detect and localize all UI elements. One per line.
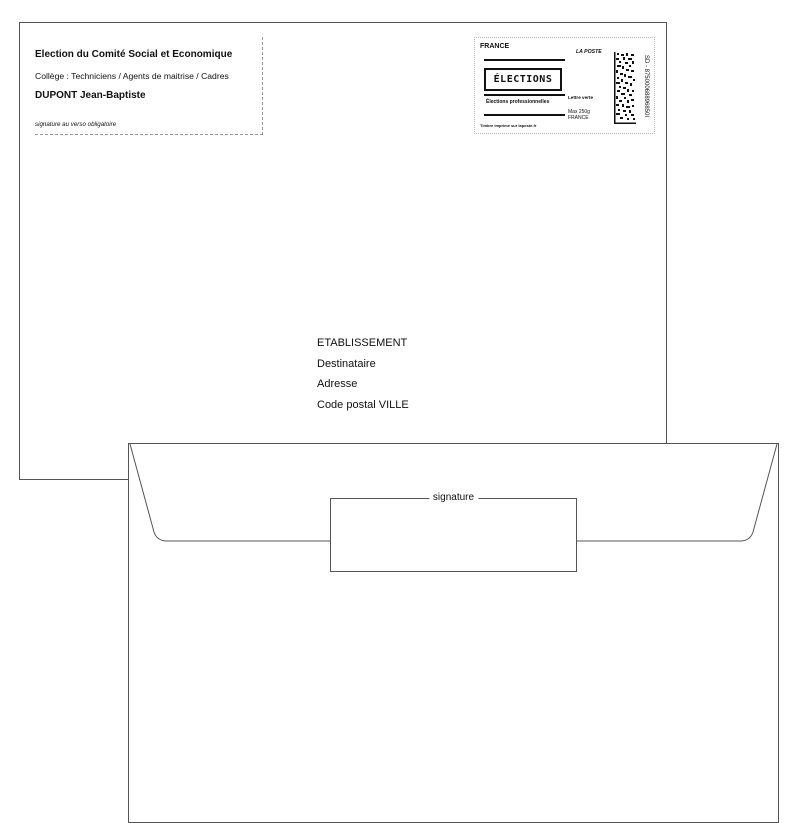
stamp-max-weight: Max 250g: [568, 109, 590, 115]
signature-box[interactable]: [330, 492, 577, 572]
voter-name: DUPONT Jean-Baptiste: [35, 90, 146, 101]
recipient-postal-city: Code postal VILLE: [317, 399, 409, 412]
recipient-establishment: ETABLISSEMENT: [317, 337, 408, 349]
recipient-address-line: Adresse: [317, 378, 358, 391]
stamp-weight: [568, 110, 590, 121]
stamp-service: Lettre verte: [568, 95, 594, 100]
stamp-top-bar: [484, 59, 565, 61]
stamp-country: FRANCE: [480, 43, 510, 50]
recipient-name: Destinataire: [317, 357, 376, 370]
envelope-front: [19, 22, 667, 480]
sender-block: [35, 37, 263, 135]
stamp-bottom-bar: [484, 114, 565, 116]
stamp-destination: FRANCE: [568, 114, 589, 121]
recipient-address: [317, 333, 409, 416]
envelope-back: [128, 443, 779, 823]
datamatrix-icon: [614, 52, 636, 124]
stamp-subtitle: Élections professionnelles: [486, 99, 550, 105]
stamp-brand: LA POSTE: [576, 49, 602, 55]
stamp-code-id: SD - 87500068896850I: [643, 54, 649, 118]
stamp-footer: Timbre imprimé sur laposte.fr: [480, 123, 537, 128]
stamp-mid-bar: [484, 94, 565, 96]
postage-stamp: [474, 37, 655, 134]
college-line: Collège : Techniciens / Agents de maitrise / Cadres: [35, 71, 229, 81]
signature-label: signature: [429, 492, 478, 503]
election-title: Election du Comité Social et Economique: [35, 49, 233, 60]
signature-note: signature au verso obligatoire: [35, 121, 117, 128]
stamp-title: ÉLECTIONS: [484, 68, 562, 91]
